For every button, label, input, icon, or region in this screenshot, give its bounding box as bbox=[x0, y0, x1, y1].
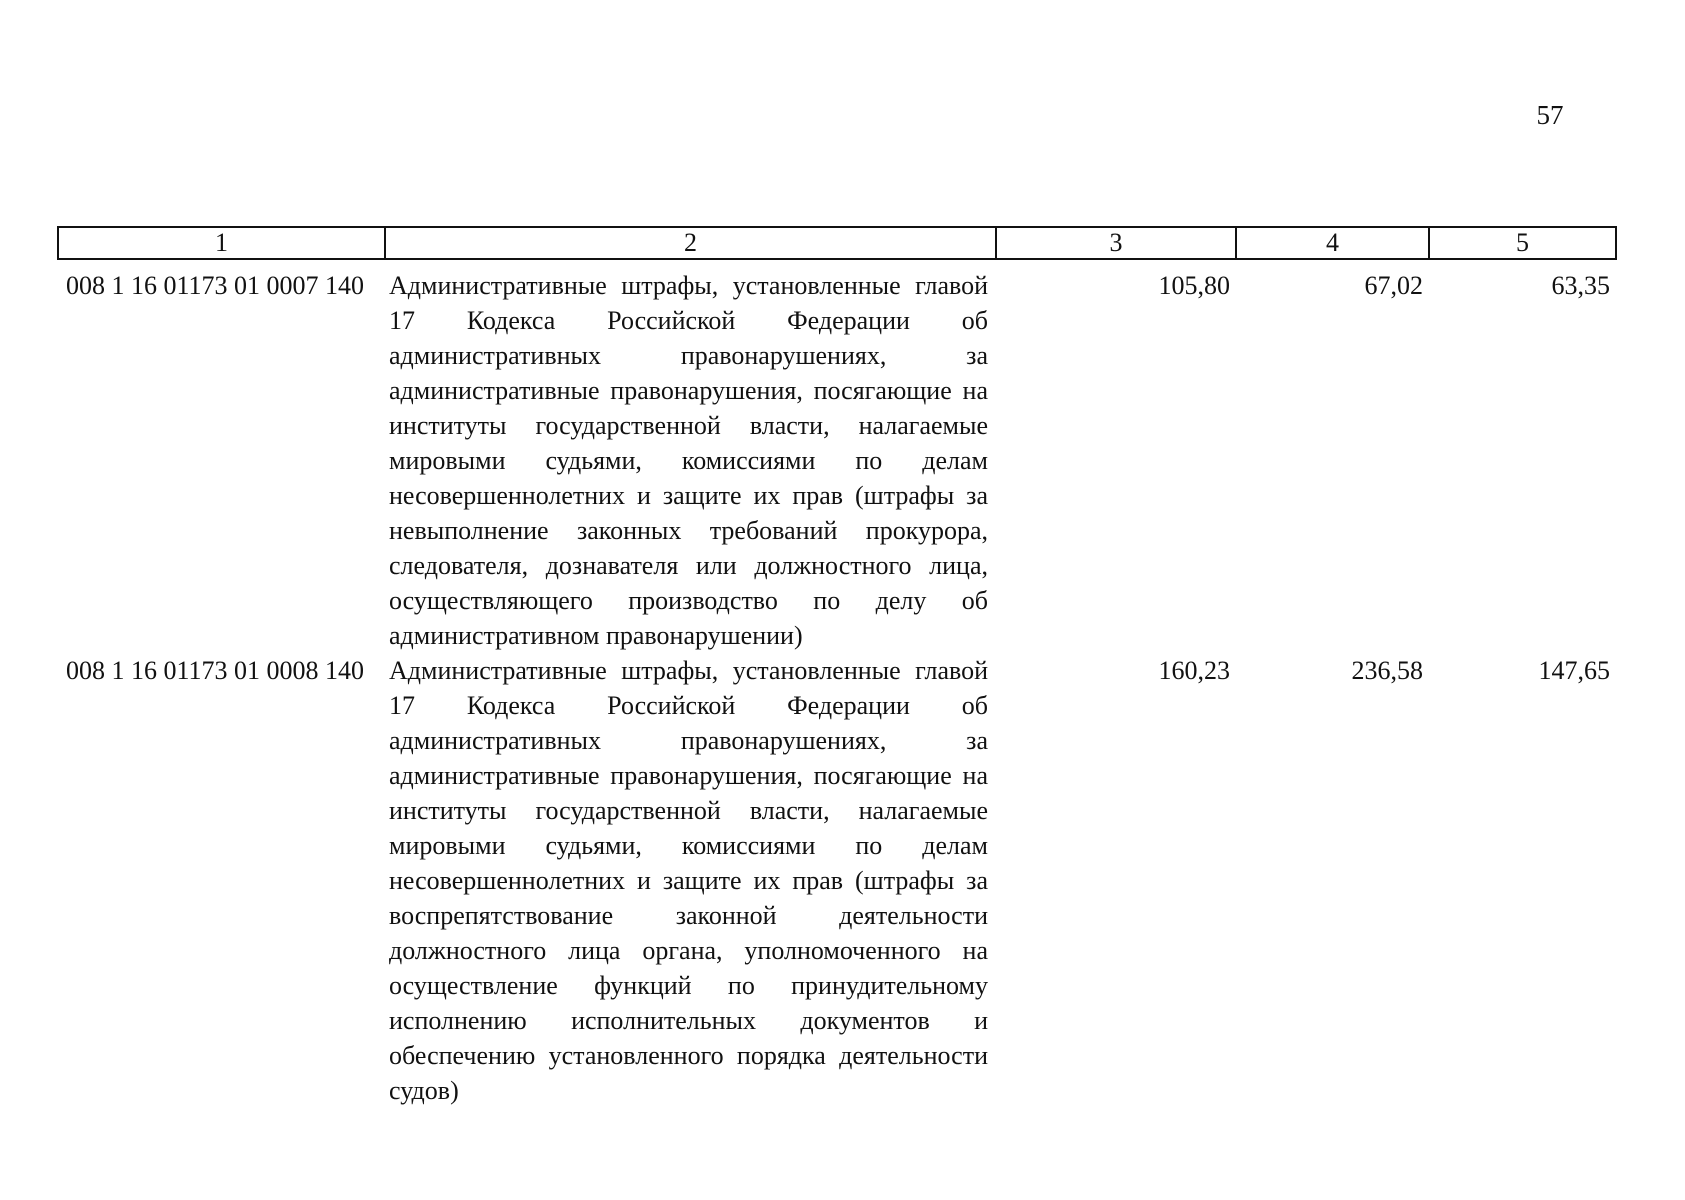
table-row bbox=[58, 259, 1616, 653]
row-description: Административные штрафы, установленные главой 17 Кодекса Российской Федерации об административных правонарушениях, за административные правонарушения, посягающие на институты государственной власти, налагаемые мировыми судьями, комиссиями по делам несовершеннолетних и защите их прав (штрафы за воспрепятствование законной деятельности должностного лица органа, уполномоченного на осуществление функций по принудительному исполнению исполнительных документов и обеспечению установленного порядка деятельности судов) bbox=[389, 656, 988, 1105]
row-value-col5: 63,35 bbox=[1551, 271, 1610, 300]
column-header-2: 2 bbox=[385, 227, 996, 259]
row-value-col5: 147,65 bbox=[1538, 656, 1610, 685]
row-code: 008 1 16 01173 01 0008 140 bbox=[66, 656, 365, 685]
page-number: 57 bbox=[1536, 100, 1564, 130]
row-value-col4: 236,58 bbox=[1351, 656, 1423, 685]
column-header-5: 5 bbox=[1429, 227, 1616, 259]
column-header-4: 4 bbox=[1236, 227, 1429, 259]
row-code: 008 1 16 01173 01 0007 140 bbox=[66, 271, 365, 300]
row-description: Административные штрафы, установленные главой 17 Кодекса Российской Федерации об административных правонарушениях, за административные правонарушения, посягающие на институты государственной власти, налагаемые мировыми судьями, комиссиями по делам несовершеннолетних и защите их прав (штрафы за невыполнение законных требований прокурора, следователя, дознавателя или должностного лица, осуществляющего производство по делу об административном правонарушении) bbox=[389, 271, 988, 650]
table-row bbox=[58, 653, 1616, 1108]
column-header-3: 3 bbox=[996, 227, 1236, 259]
row-value-col3: 105,80 bbox=[1158, 271, 1230, 300]
column-header-1: 1 bbox=[58, 227, 385, 259]
row-value-col3: 160,23 bbox=[1158, 656, 1230, 685]
budget-table bbox=[57, 226, 1617, 1108]
row-value-col4: 67,02 bbox=[1364, 271, 1423, 300]
table-header-row bbox=[58, 227, 1616, 259]
